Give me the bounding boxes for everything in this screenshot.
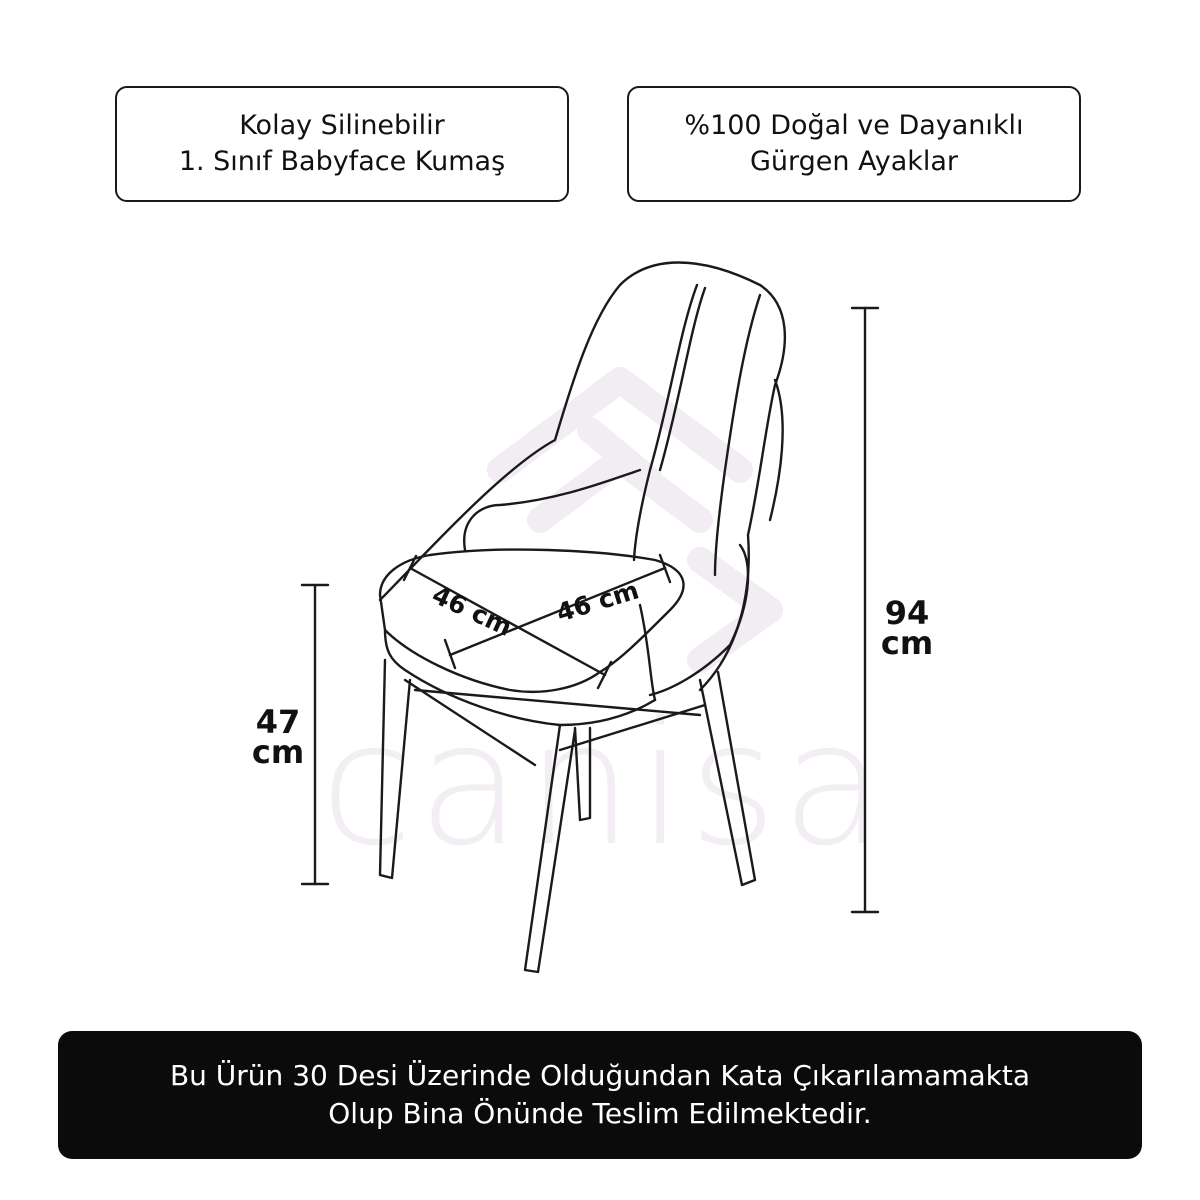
seat-height-value: 47 xyxy=(255,703,301,741)
delivery-notice-line1: Bu Ürün 30 Desi Üzerinde Olduğundan Kata Çıkarılamamakta xyxy=(169,1059,1031,1092)
total-height-unit: cm xyxy=(880,624,934,662)
seat-depth-tick-2 xyxy=(598,662,611,688)
seat-side xyxy=(385,630,655,725)
legs-feature-line2: Gürgen Ayaklar xyxy=(749,146,959,177)
seat-width-label: 46 cm xyxy=(553,575,643,628)
fabric-feature-line2: 1. Sınıf Babyface Kumaş xyxy=(178,146,506,177)
seat-depth-label: 46 cm xyxy=(427,580,517,642)
cross-brace-1 xyxy=(405,680,535,765)
backrest-seam-2 xyxy=(715,295,760,575)
leg-back-right xyxy=(700,672,755,885)
brand-watermark: canisa xyxy=(320,686,890,884)
seat-height-label xyxy=(243,703,313,771)
total-height-value: 94 xyxy=(884,594,930,632)
leg-front-left xyxy=(380,660,410,878)
seat-height-unit: cm xyxy=(251,733,305,771)
delivery-notice-line2: Olup Bina Önünde Teslim Edilmektedir. xyxy=(328,1097,872,1130)
fabric-feature-line1: Kolay Silinebilir xyxy=(239,110,445,141)
delivery-notice-banner xyxy=(58,1031,1142,1159)
total-height-label xyxy=(872,594,942,662)
legs-feature-line1: %100 Doğal ve Dayanıklı xyxy=(684,110,1024,141)
armrest-front xyxy=(640,605,655,700)
